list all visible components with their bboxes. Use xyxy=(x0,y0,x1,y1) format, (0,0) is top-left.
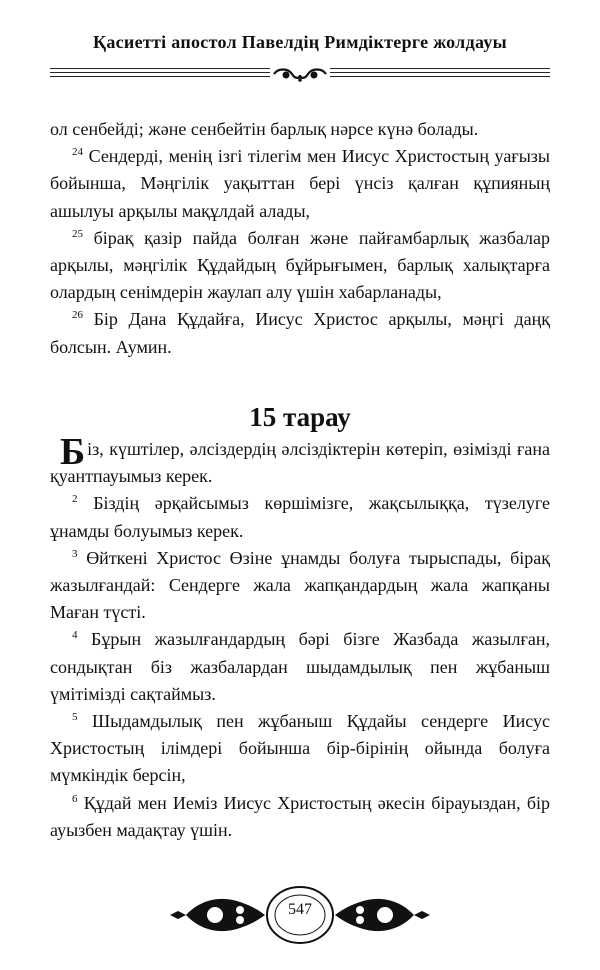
verse-number: 4 xyxy=(72,629,78,642)
verse-number: 2 xyxy=(72,493,78,506)
verse-text: Шыдамдылық пен жұбаныш Құдайы сендерге Иисус Христостың ілімдері бойынша бір-бірінің ойында болуға мүмкіндік берсін, xyxy=(50,711,551,786)
verse-text: із, күштілер, әлсіздердің әлсіздіктерін көтеріп, өзімізді ғана қуантпауымыз керек. xyxy=(50,439,550,487)
verse-24 xyxy=(50,143,550,225)
verse-1 xyxy=(50,431,550,490)
verse-25 xyxy=(50,225,550,307)
page-footer xyxy=(170,880,430,950)
verse-number: 5 xyxy=(72,711,78,724)
verse-text: Сендерді, менің ізгі тілегім мен Иисус Христостың уағызы бойынша, Мәңгілік уақыттан бері үнсіз қалған құпияның ашылуы арқылы мақұлдай алады, xyxy=(50,146,550,221)
verse-number: 3 xyxy=(72,547,78,560)
verse-text: Өйткені Христос Өзіне ұнамды болуға тырыспады, бірақ жазылғандай: Сендерге жала жапқандардың жала жапқаны Маған түсті. xyxy=(50,547,550,623)
verse-text: Біздің әрқайсымыз көршімізге, жақсылыққа, түзелуге ұнамды болуымыз керек. xyxy=(50,493,550,541)
verse-text: бірақ қазір пайда болған және пайғамбарлық жазбалар арқылы, мәңгілік Құдайдың бұйрығымен, барлық халықтарға олардың сенімдерін жаулап алу үшін хабарланады, xyxy=(50,227,550,303)
running-header: Қасиетті апостол Павелдің Римдіктерге жолдауы xyxy=(92,32,508,52)
passage-bottom xyxy=(50,431,551,844)
verse-text: Бір Дана Құдайға, Иисус Христос арқылы, мәңгі даңқ болсын. Аумин. xyxy=(50,309,550,357)
verse-number: 26 xyxy=(72,309,83,322)
verse-text: Бұрын жазылғандардың бәрі бізге Жазбада жазылған, сондықтан біз жазбалардан шыдамдылық пен жұбаныш үмітімізді сақтаймыз. xyxy=(50,629,550,704)
verse-text: Құдай мен Иеміз Иисус Христостың әкесін бірауыздан, бір ауызбен мадақтау үшін. xyxy=(50,792,551,840)
verse-number: 6 xyxy=(72,792,78,805)
verse-2 xyxy=(50,490,550,544)
verse-continuation: ол сенбейді; және сенбейтін барлық нәрсе күнә болады. xyxy=(50,119,479,139)
passage-top xyxy=(50,116,550,361)
chapter-heading: 15 тарау xyxy=(249,402,351,432)
verse-6 xyxy=(50,790,550,844)
ornament-icon xyxy=(270,66,330,84)
verse-5 xyxy=(50,708,550,790)
verse-number: 25 xyxy=(72,227,83,240)
page-number: 547 xyxy=(288,901,312,918)
drop-cap: Б xyxy=(60,431,86,473)
verse-4 xyxy=(50,626,550,708)
verse-26 xyxy=(50,306,550,360)
verse-3 xyxy=(50,545,550,627)
verse-number: 24 xyxy=(72,146,83,159)
